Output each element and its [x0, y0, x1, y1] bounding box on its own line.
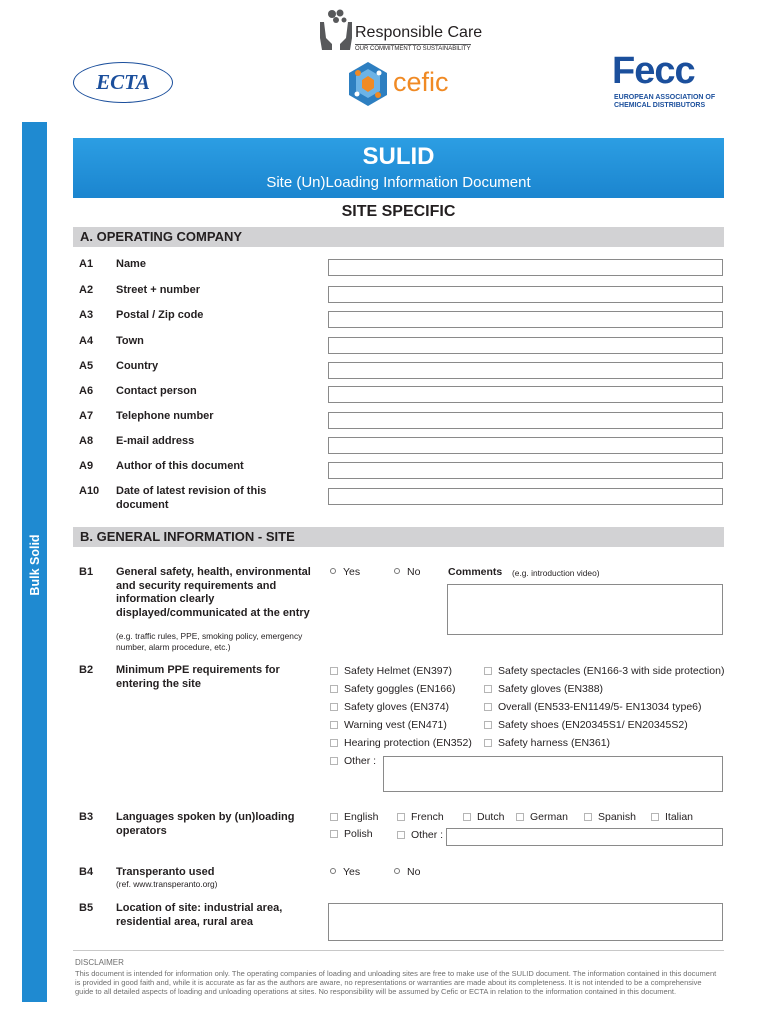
b4-yes-option[interactable]: [330, 866, 360, 878]
lang-other-field[interactable]: [446, 828, 723, 846]
b4-yes-label: Yes: [343, 866, 361, 878]
ppe-other-field[interactable]: [383, 756, 723, 792]
b1-no-radio[interactable]: [394, 568, 400, 574]
a9-label: Author of this document: [116, 460, 244, 472]
a3-postal-field[interactable]: [328, 311, 723, 328]
ppe-option-harness[interactable]: [484, 737, 610, 749]
lang-english-label: English: [344, 811, 379, 823]
ppe-option-spectacles[interactable]: [484, 665, 724, 677]
a9-author-field[interactable]: [328, 462, 723, 479]
a5-country-field[interactable]: [328, 362, 723, 379]
ppe-vest-checkbox[interactable]: [330, 721, 338, 729]
a4-code: A4: [79, 335, 94, 347]
lang-italian-label: Italian: [665, 811, 694, 823]
ppe-spectacles-label: Safety spectacles (EN166-3 with side protection): [498, 665, 725, 677]
cefic-logo: [346, 61, 464, 107]
b3-label: Languages spoken by (un)loading operators: [116, 811, 295, 837]
b1-yes-option[interactable]: [330, 566, 360, 578]
section-b-header: B. GENERAL INFORMATION - SITE: [73, 527, 724, 547]
b4-no-option[interactable]: [394, 866, 420, 878]
ppe-gloves-en388-checkbox[interactable]: [484, 685, 492, 693]
lang-other-checkbox[interactable]: [397, 831, 405, 839]
b4-note: (ref. www.transperanto.org): [116, 879, 218, 889]
ppe-goggles-checkbox[interactable]: [330, 685, 338, 693]
ppe-vest-label: Warning vest (EN471): [344, 719, 447, 731]
lang-dutch-label: Dutch: [477, 811, 505, 823]
a2-label: Street + number: [116, 284, 201, 296]
b4-no-radio[interactable]: [394, 868, 400, 874]
b1-yes-label: Yes: [343, 566, 361, 578]
responsible-care-logo: [318, 8, 488, 53]
a7-telephone-field[interactable]: [328, 412, 723, 429]
ppe-helmet-label: Safety Helmet (EN397): [344, 665, 452, 677]
ecta-logo: [73, 62, 173, 103]
ppe-option-goggles[interactable]: [330, 683, 455, 695]
disclaimer-text: This document is intended for information only. The operating companies of loading and unloading sites are free to make use of the SULID document. The information contained in this document is provided in good faith and, while it is accurate as far as the authors are aware, no representations or warranties are made about its completeness. It is not intended to be a comprehensive guide to all detailed aspects of loading and unloading operations at sites. No responsibility will be assumed by Cefic or ECTA in relation to the information contained in this document.: [75, 969, 717, 997]
ppe-gloves-en374-checkbox[interactable]: [330, 703, 338, 711]
fecc-line-2: CHEMICAL DISTRIBUTORS: [614, 102, 706, 109]
b1-code: B1: [79, 566, 94, 578]
section-a-header: A. OPERATING COMPANY: [73, 227, 724, 247]
lang-french-checkbox[interactable]: [397, 813, 405, 821]
b2-label: Minimum PPE requirements for entering the site: [116, 664, 280, 690]
lang-other-label: Other :: [411, 829, 444, 841]
lang-option-dutch[interactable]: [463, 811, 504, 823]
disclaimer-divider: [73, 950, 724, 951]
lang-german-label: German: [530, 811, 568, 823]
a3-code: A3: [79, 309, 94, 321]
lang-spanish-checkbox[interactable]: [584, 813, 592, 821]
lang-polish-checkbox[interactable]: [330, 830, 338, 838]
lang-option-spanish[interactable]: [584, 811, 636, 823]
title-banner: [73, 138, 724, 198]
ppe-option-shoes[interactable]: [484, 719, 688, 731]
ppe-goggles-label: Safety goggles (EN166): [344, 683, 456, 695]
document-title: SULID: [362, 143, 435, 170]
b5-code: B5: [79, 902, 94, 914]
responsible-care-hands-icon: [318, 8, 354, 50]
lang-option-french[interactable]: [397, 811, 444, 823]
b4-code: B4: [79, 866, 94, 878]
a5-label: Country: [116, 360, 159, 372]
a8-label: E-mail address: [116, 435, 195, 447]
disclaimer-title: DISCLAIMER: [75, 958, 124, 967]
ppe-hearing-checkbox[interactable]: [330, 739, 338, 747]
lang-option-english[interactable]: [330, 811, 378, 823]
a10-revision-date-field[interactable]: [328, 488, 723, 505]
lang-french-label: French: [411, 811, 444, 823]
lang-polish-label: Polish: [344, 828, 373, 840]
a4-label: Town: [116, 335, 144, 347]
sidebar-label: Bulk Solid: [27, 534, 42, 596]
cefic-logo-text: cefic: [393, 67, 449, 97]
document-subtitle: Site (Un)Loading Information Document: [266, 174, 531, 191]
lang-option-italian[interactable]: [651, 811, 693, 823]
a4-town-field[interactable]: [328, 337, 723, 354]
cefic-hexagon-icon: [346, 61, 390, 107]
responsible-care-title: Responsible Care: [355, 24, 483, 41]
a2-code: A2: [79, 284, 94, 296]
b1-yes-radio[interactable]: [330, 568, 336, 574]
ppe-option-other[interactable]: [330, 755, 376, 767]
b1-comments-hint: (e.g. introduction video): [512, 568, 600, 578]
ppe-option-vest[interactable]: [330, 719, 447, 731]
ppe-harness-checkbox[interactable]: [484, 739, 492, 747]
b3-code: B3: [79, 811, 94, 823]
ppe-shoes-checkbox[interactable]: [484, 721, 492, 729]
b4-yes-radio[interactable]: [330, 868, 336, 874]
a9-code: A9: [79, 460, 94, 472]
a2-street-field[interactable]: [328, 286, 723, 303]
b1-comments-field[interactable]: [447, 584, 723, 635]
lang-english-checkbox[interactable]: [330, 813, 338, 821]
a8-email-field[interactable]: [328, 437, 723, 454]
lang-option-polish[interactable]: [330, 828, 373, 840]
ppe-other-checkbox[interactable]: [330, 757, 338, 765]
a1-label: Name: [116, 258, 146, 270]
b1-note: (e.g. traffic rules, PPE, smoking policy, emergency number, alarm procedure, etc.): [116, 631, 303, 652]
b1-no-option[interactable]: [394, 566, 420, 578]
a8-code: A8: [79, 435, 94, 447]
a10-label: Date of latest revision of this document: [116, 485, 267, 511]
b4-label: Transperanto used: [116, 866, 215, 878]
a6-label: Contact person: [116, 385, 197, 397]
ppe-gloves-en388-label: Safety gloves (EN388): [498, 683, 604, 695]
fecc-logo-text: Fecc: [612, 50, 695, 92]
ppe-overall-checkbox[interactable]: [484, 703, 492, 711]
b5-label: Location of site: industrial area, residential area, rural area: [116, 902, 283, 928]
ppe-option-gloves-en388[interactable]: [484, 683, 603, 695]
b2-code: B2: [79, 664, 94, 676]
a7-label: Telephone number: [116, 410, 214, 422]
ppe-helmet-checkbox[interactable]: [330, 667, 338, 675]
ppe-hearing-label: Hearing protection (EN352): [344, 737, 472, 749]
a5-code: A5: [79, 360, 94, 372]
ppe-option-gloves-en374[interactable]: [330, 701, 449, 713]
lang-dutch-checkbox[interactable]: [463, 813, 471, 821]
a7-code: A7: [79, 410, 94, 422]
a1-name-field[interactable]: [328, 259, 723, 276]
b1-no-label: No: [407, 566, 421, 578]
lang-german-checkbox[interactable]: [516, 813, 524, 821]
ppe-harness-label: Safety harness (EN361): [498, 737, 611, 749]
document-type: SITE SPECIFIC: [341, 203, 456, 220]
lang-option-other[interactable]: [397, 829, 443, 841]
fecc-logo: [612, 50, 727, 111]
fecc-line-1: EUROPEAN ASSOCIATION OF: [614, 94, 716, 101]
b1-label: General safety, health, environmental and security requirements and information clearly displayed/communicated at the entry: [116, 566, 311, 619]
a10-code: A10: [79, 485, 100, 497]
ppe-other-label: Other :: [344, 755, 377, 767]
b1-comments-label: Comments: [448, 566, 503, 578]
ppe-shoes-label: Safety shoes (EN20345S1/ EN20345S2): [498, 719, 688, 731]
responsible-care-tagline: OUR COMMITMENT TO SUSTAINABILITY: [355, 46, 471, 52]
lang-spanish-label: Spanish: [598, 811, 636, 823]
ppe-gloves-en374-label: Safety gloves (EN374): [344, 701, 450, 713]
a1-code: A1: [79, 258, 94, 270]
a6-code: A6: [79, 385, 94, 397]
lang-italian-checkbox[interactable]: [651, 813, 659, 821]
a6-contact-field[interactable]: [328, 386, 723, 403]
ppe-spectacles-checkbox[interactable]: [484, 667, 492, 675]
a3-label: Postal / Zip code: [116, 309, 204, 321]
ecta-logo-text: ECTA: [96, 70, 150, 94]
ppe-option-helmet[interactable]: [330, 665, 452, 677]
ppe-option-overall[interactable]: [484, 701, 702, 713]
b5-location-field[interactable]: [328, 903, 723, 941]
lang-option-german[interactable]: [516, 811, 568, 823]
b4-no-label: No: [407, 866, 421, 878]
ppe-overall-label: Overall (EN533-EN1149/5- EN13034 type6): [498, 701, 702, 713]
ppe-option-hearing[interactable]: [330, 737, 472, 749]
